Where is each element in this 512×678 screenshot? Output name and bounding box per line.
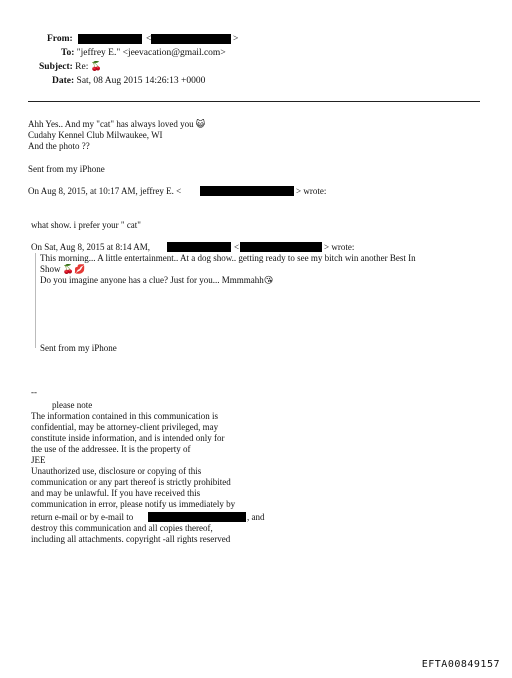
date-line — [52, 75, 205, 87]
message-line-1: Ahh Yes.. And my "cat" has always loved you 😺 — [28, 119, 206, 130]
from-angle-close: > — [233, 34, 239, 44]
cat-face-icon: 😺 — [195, 119, 206, 130]
disclaimer-line: the use of the addressee. It is the property of — [31, 444, 191, 454]
message-line-2: Cudahy Kennel Club Milwaukee, WI — [28, 130, 163, 140]
disclaimer-line: confidential, may be attorney-client privileged, may — [31, 422, 219, 432]
from-angle-open: < — [146, 34, 152, 44]
quoted-sent-from: Sent from my iPhone — [40, 343, 117, 353]
sent-from-iphone: Sent from my iPhone — [28, 164, 105, 174]
redaction-quote2-name — [167, 242, 231, 252]
subject-value: Re: — [75, 62, 89, 72]
quote-header-1: On Aug 8, 2015, at 10:17 AM, jeffrey E. < — [28, 186, 182, 196]
disclaimer-line: including all attachments. copyright -all rights reserved — [31, 534, 231, 544]
signature-dashes: -- — [31, 387, 37, 397]
redaction-disclaimer-email — [148, 512, 246, 522]
disclaimer-line-suffix: , and — [247, 512, 265, 522]
disclaimer-line: destroy this communication and all copies thereof, — [31, 523, 213, 533]
quoted-line-1: This morning... A little entertainment.. At a dog show.. getting ready to see my bitch win another Best In — [40, 253, 416, 263]
disclaimer-line: communication or any part thereof is strictly prohibited — [31, 477, 231, 487]
quoted-line-2: Show 🍒💋 — [40, 264, 86, 275]
quoted-line-3: Do you imagine anyone has a clue? Just for you... Mmmmahh😘 — [40, 275, 274, 286]
document-id: EFTA00849157 — [421, 659, 500, 670]
header-divider — [28, 101, 480, 102]
from-label: From: — [47, 34, 73, 44]
date-label: Date: — [52, 76, 75, 86]
disclaimer-line: Unauthorized use, disclosure or copying of this — [31, 466, 202, 476]
to-label: To: — [61, 48, 75, 58]
redaction-from-email — [151, 34, 231, 44]
disclaimer-line: constitute inside information, and is intended only for — [31, 433, 225, 443]
cherries-icon: 🍒 — [90, 61, 102, 72]
to-value: "jeffrey E." <jeevacation@gmail.com> — [76, 48, 226, 58]
kiss-face-icon: 😘 — [263, 275, 274, 286]
message-line-3: And the photo ?? — [28, 141, 90, 151]
lips-icon: 💋 — [73, 264, 86, 275]
quote-header-2-mid: < — [234, 242, 240, 252]
quote-header-2: On Sat, Aug 8, 2015 at 8:14 AM, — [31, 242, 151, 252]
disclaimer-line: communication in error, please notify us immediately by — [31, 499, 236, 509]
date-value: Sat, 08 Aug 2015 14:26:13 +0000 — [76, 76, 206, 86]
disclaimer-note: please note — [52, 400, 93, 410]
quote-header-1-suffix: > wrote: — [296, 186, 327, 196]
reply-text: what show. i prefer your " cat" — [31, 220, 141, 230]
disclaimer-line: return e-mail or by e-mail to — [31, 512, 134, 522]
cherries-icon: 🍒 — [62, 264, 74, 275]
subject-label: Subject: — [39, 62, 73, 72]
disclaimer-line: JEE — [31, 455, 46, 465]
to-line — [61, 47, 226, 59]
redaction-quote1-email — [200, 186, 294, 196]
redaction-quote2-email — [240, 242, 322, 252]
disclaimer-line: and may be unlawful. If you have received this — [31, 488, 201, 498]
quote-header-2-suffix: > wrote: — [324, 242, 355, 252]
disclaimer-line: The information contained in this communication is — [31, 411, 218, 421]
quote-bar — [35, 253, 36, 348]
redaction-from-name — [78, 34, 142, 44]
subject-line — [39, 61, 102, 73]
